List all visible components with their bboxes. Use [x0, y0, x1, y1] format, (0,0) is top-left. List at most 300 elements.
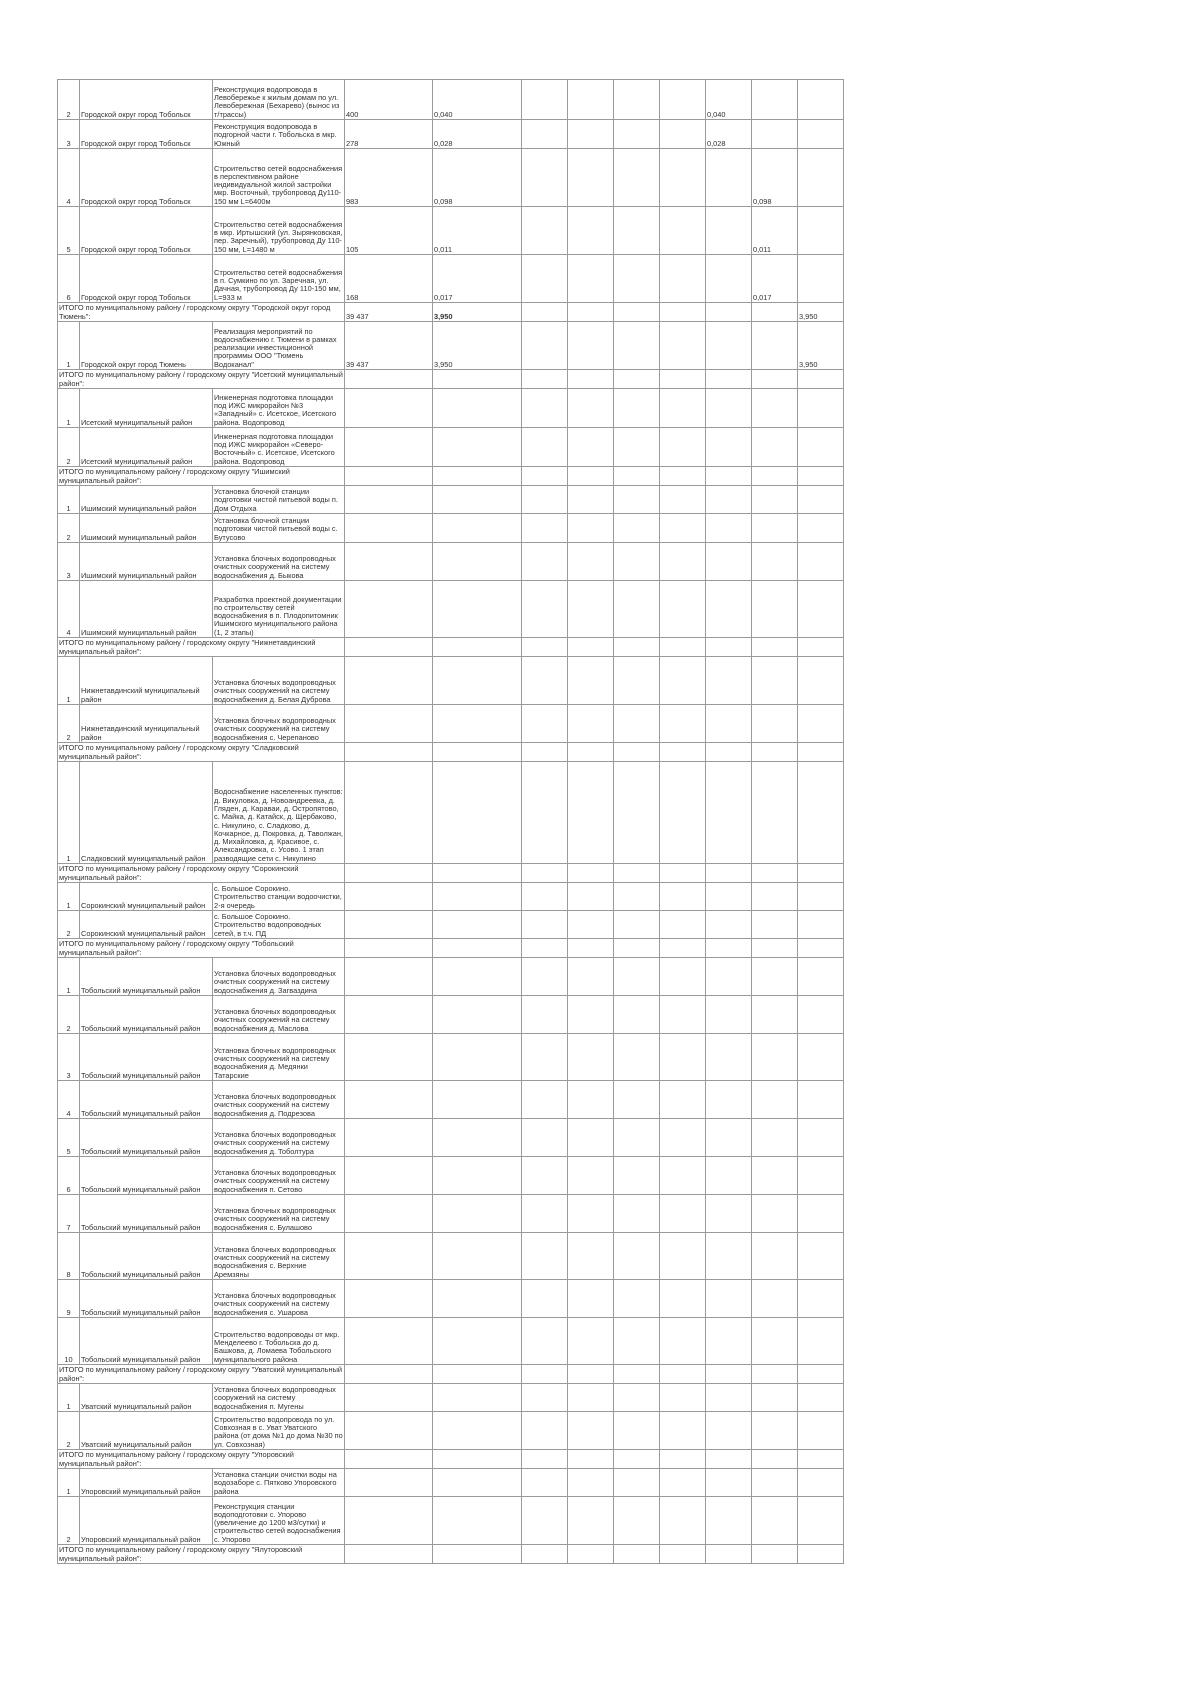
subtotal-label: ИТОГО по муниципальному району / городскому округу "Ишимский муниципальный район":: [58, 467, 345, 486]
value-cell: [706, 389, 752, 428]
municipality-name: Тобольский муниципальный район: [80, 1280, 213, 1318]
value-cell: [752, 1384, 798, 1412]
value-cell: [433, 657, 522, 705]
value-cell: [522, 120, 568, 149]
value-cell: [522, 1497, 568, 1545]
value-cell: [522, 1412, 568, 1450]
value-cell: [660, 255, 706, 303]
value-cell: 0,017: [752, 255, 798, 303]
value-cell: [706, 911, 752, 939]
subtotal-label: ИТОГО по муниципальному району / городскому округу "Тобольский муниципальный район":: [58, 939, 345, 958]
value-cell: [522, 939, 568, 958]
value-cell: [752, 303, 798, 322]
value-cell: [614, 705, 660, 743]
value-cell: [752, 1233, 798, 1280]
value-cell: [706, 1412, 752, 1450]
value-cell: [706, 149, 752, 207]
value-cell: [614, 149, 660, 207]
value-cell: [660, 80, 706, 120]
value-cell: [568, 1195, 614, 1233]
municipality-name: Тобольский муниципальный район: [80, 1318, 213, 1365]
row-number: 3: [58, 543, 80, 581]
value-cell: [660, 958, 706, 996]
value-cell: [522, 467, 568, 486]
table-row: [58, 911, 844, 939]
value-cell: [568, 1497, 614, 1545]
value-cell: [522, 428, 568, 467]
table-body: [58, 80, 844, 1564]
table-row: [58, 1280, 844, 1318]
value-cell: [614, 1412, 660, 1450]
row-number: 4: [58, 1081, 80, 1119]
row-number: 7: [58, 1195, 80, 1233]
value-cell: [798, 389, 844, 428]
municipality-name: Городской округ город Тобольск: [80, 149, 213, 207]
value-cell: [522, 911, 568, 939]
municipality-name: Сладковский муниципальный район: [80, 762, 213, 864]
subtotal-label: ИТОГО по муниципальному району / городскому округу "Упоровский муниципальный район":: [58, 1450, 345, 1469]
municipality-name: Городской округ город Тобольск: [80, 207, 213, 255]
value-cell: [614, 80, 660, 120]
value-cell: [345, 1469, 433, 1497]
project-description: Строительство водопроводы от мкр. Менделеево г. Тобольска до д. Башкова, д. Ломаева Тобольского муниципального района: [213, 1318, 345, 1365]
row-number: 1: [58, 486, 80, 514]
value-cell: [706, 1233, 752, 1280]
municipality-name: Городской округ город Тюмень: [80, 322, 213, 370]
value-cell: [345, 743, 433, 762]
value-cell: [614, 939, 660, 958]
value-cell: [614, 1280, 660, 1318]
value-cell: [798, 1034, 844, 1081]
value-cell: [660, 939, 706, 958]
value-cell: [752, 996, 798, 1034]
project-description: Строительство сетей водоснабжения в мкр. Иртышский (ул. Зырянковская, пер. Заречный), трубопровод Ду 110-150 мм, L=1480 м: [213, 207, 345, 255]
value-cell: [660, 1384, 706, 1412]
row-number: 1: [58, 883, 80, 911]
value-cell: [798, 996, 844, 1034]
row-number: 5: [58, 207, 80, 255]
value-cell: [614, 543, 660, 581]
value-cell: [345, 705, 433, 743]
subtotal-label: ИТОГО по муниципальному району / городскому округу "Уватский муниципальный район":: [58, 1365, 345, 1384]
value-cell: [614, 389, 660, 428]
value-cell: [433, 467, 522, 486]
value-cell: [614, 120, 660, 149]
project-description: Установка блочных водопроводных очистных сооружений на систему водоснабжения д. Белая Дуброва: [213, 657, 345, 705]
value-cell: [660, 1280, 706, 1318]
value-cell: [345, 514, 433, 543]
value-cell: [706, 883, 752, 911]
value-cell: [522, 1195, 568, 1233]
project-description: Установка блочных водопроводных очистных сооружений на систему водоснабжения д. Маслова: [213, 996, 345, 1034]
value-cell: [522, 1157, 568, 1195]
value-cell: [522, 1450, 568, 1469]
value-cell: [568, 1365, 614, 1384]
project-description: Инженерная подготовка площадки под ИЖС микрорайон «Северо-Восточный» с. Исетское, Исетского района. Водопровод: [213, 428, 345, 467]
value-cell: [798, 1412, 844, 1450]
value-cell: [798, 370, 844, 389]
municipality-name: Ишимский муниципальный район: [80, 581, 213, 638]
value-cell: [568, 207, 614, 255]
value-cell: [660, 1469, 706, 1497]
value-cell: [706, 638, 752, 657]
value-cell: [433, 1157, 522, 1195]
table-row: [58, 1384, 844, 1412]
table-row: [58, 1318, 844, 1365]
table-row: [58, 1195, 844, 1233]
value-cell: [614, 514, 660, 543]
value-cell: [660, 1365, 706, 1384]
value-cell: [752, 864, 798, 883]
value-cell: [752, 743, 798, 762]
value-cell: [522, 1034, 568, 1081]
row-number: 10: [58, 1318, 80, 1365]
value-cell: 0,011: [752, 207, 798, 255]
value-cell: [568, 1280, 614, 1318]
value-cell: [660, 467, 706, 486]
value-cell: [345, 1365, 433, 1384]
table-row: [58, 1497, 844, 1545]
value-cell: [798, 1280, 844, 1318]
project-description: Реконструкция водопровода в Левобережье к жилым домам по ул. Левобережная (Бехарево) (вынос из т/трассы): [213, 80, 345, 120]
value-cell: [614, 911, 660, 939]
value-cell: [752, 428, 798, 467]
municipality-name: Тобольский муниципальный район: [80, 1233, 213, 1280]
municipality-name: Уватский муниципальный район: [80, 1384, 213, 1412]
value-cell: [522, 1365, 568, 1384]
value-cell: [614, 1384, 660, 1412]
municipality-name: Ишимский муниципальный район: [80, 486, 213, 514]
row-number: 6: [58, 1157, 80, 1195]
value-cell: [522, 1081, 568, 1119]
value-cell: [706, 1545, 752, 1564]
value-cell: [522, 958, 568, 996]
value-cell: [568, 80, 614, 120]
value-cell: [345, 1233, 433, 1280]
municipality-name: Ишимский муниципальный район: [80, 543, 213, 581]
value-cell: 39 437: [345, 322, 433, 370]
project-description: Установка блочных водопроводных сооружений на систему водоснабжения п. Мугены: [213, 1384, 345, 1412]
value-cell: 3,950: [433, 303, 522, 322]
value-cell: [752, 638, 798, 657]
row-number: 1: [58, 1384, 80, 1412]
value-cell: [706, 1365, 752, 1384]
value-cell: [568, 1034, 614, 1081]
value-cell: [798, 1450, 844, 1469]
value-cell: [345, 762, 433, 864]
value-cell: [752, 80, 798, 120]
value-cell: [798, 1195, 844, 1233]
value-cell: [752, 1119, 798, 1157]
value-cell: [798, 207, 844, 255]
value-cell: [660, 1318, 706, 1365]
value-cell: 3,950: [798, 322, 844, 370]
value-cell: [568, 322, 614, 370]
value-cell: [522, 370, 568, 389]
value-cell: [614, 1450, 660, 1469]
value-cell: [660, 743, 706, 762]
value-cell: [568, 1450, 614, 1469]
value-cell: [345, 1081, 433, 1119]
project-description: Установка станции очистки воды на водозаборе с. Пятково Упоровского района: [213, 1469, 345, 1497]
value-cell: [345, 638, 433, 657]
value-cell: [706, 705, 752, 743]
value-cell: [568, 657, 614, 705]
value-cell: [433, 864, 522, 883]
value-cell: [752, 1469, 798, 1497]
value-cell: [345, 543, 433, 581]
value-cell: [345, 467, 433, 486]
subtotal-row: [58, 1545, 844, 1564]
value-cell: [752, 657, 798, 705]
value-cell: [614, 370, 660, 389]
value-cell: [614, 762, 660, 864]
value-cell: [706, 762, 752, 864]
value-cell: [433, 1195, 522, 1233]
municipality-name: Уватский муниципальный район: [80, 1412, 213, 1450]
value-cell: [614, 207, 660, 255]
value-cell: [614, 1195, 660, 1233]
value-cell: 0,028: [433, 120, 522, 149]
value-cell: [345, 911, 433, 939]
value-cell: [522, 1119, 568, 1157]
value-cell: [798, 1497, 844, 1545]
table-row: [58, 543, 844, 581]
table-row: [58, 486, 844, 514]
value-cell: [660, 638, 706, 657]
value-cell: [614, 303, 660, 322]
value-cell: [568, 911, 614, 939]
value-cell: [706, 1157, 752, 1195]
table-row: [58, 996, 844, 1034]
project-description: Установка блочных водопроводных очистных сооружений на систему водоснабжения д. Тоболтура: [213, 1119, 345, 1157]
value-cell: [798, 1318, 844, 1365]
value-cell: [614, 322, 660, 370]
subtotal-row: [58, 467, 844, 486]
value-cell: [706, 467, 752, 486]
project-description: Установка блочных водопроводных очистных сооружений на систему водоснабжения с. Верхние Аремзяны: [213, 1233, 345, 1280]
value-cell: [752, 120, 798, 149]
value-cell: [433, 1365, 522, 1384]
value-cell: [706, 657, 752, 705]
value-cell: [660, 207, 706, 255]
row-number: 2: [58, 428, 80, 467]
value-cell: [752, 939, 798, 958]
value-cell: [345, 996, 433, 1034]
value-cell: [568, 255, 614, 303]
project-description: Установка блочных водопроводных очистных сооружений на систему водоснабжения п. Сетово: [213, 1157, 345, 1195]
value-cell: [614, 1081, 660, 1119]
table-row: [58, 1233, 844, 1280]
value-cell: [614, 657, 660, 705]
value-cell: [798, 486, 844, 514]
value-cell: [614, 1545, 660, 1564]
value-cell: [752, 705, 798, 743]
value-cell: [433, 1384, 522, 1412]
value-cell: [522, 1318, 568, 1365]
value-cell: 0,017: [433, 255, 522, 303]
value-cell: [798, 638, 844, 657]
municipality-name: Тобольский муниципальный район: [80, 1034, 213, 1081]
value-cell: [706, 1497, 752, 1545]
project-description: Установка блочных водопроводных очистных сооружений на систему водоснабжения с. Булашово: [213, 1195, 345, 1233]
value-cell: [798, 743, 844, 762]
value-cell: [433, 1119, 522, 1157]
value-cell: [433, 1318, 522, 1365]
value-cell: [345, 864, 433, 883]
value-cell: [433, 486, 522, 514]
value-cell: [345, 1195, 433, 1233]
value-cell: [706, 370, 752, 389]
value-cell: [345, 958, 433, 996]
value-cell: [798, 762, 844, 864]
row-number: 2: [58, 996, 80, 1034]
value-cell: [706, 486, 752, 514]
value-cell: [660, 1545, 706, 1564]
municipality-name: Городской округ город Тобольск: [80, 255, 213, 303]
municipality-name: Нижнетавдинский муниципальный район: [80, 657, 213, 705]
value-cell: [614, 1318, 660, 1365]
value-cell: [798, 939, 844, 958]
value-cell: [433, 939, 522, 958]
value-cell: [614, 1365, 660, 1384]
value-cell: [798, 883, 844, 911]
value-cell: [568, 428, 614, 467]
value-cell: [706, 207, 752, 255]
project-description: Строительство сетей водоснабжения в п. Сумкино по ул. Заречная, ул. Дачная, трубопровод Ду 110-150 мм, L=933 м: [213, 255, 345, 303]
value-cell: [660, 762, 706, 864]
value-cell: [798, 911, 844, 939]
subtotal-row: [58, 939, 844, 958]
municipality-name: Упоровский муниципальный район: [80, 1497, 213, 1545]
value-cell: [568, 514, 614, 543]
table-row: [58, 255, 844, 303]
value-cell: [433, 1497, 522, 1545]
value-cell: [345, 581, 433, 638]
value-cell: [433, 370, 522, 389]
project-description: Строительство сетей водоснабжения в перспективном районе индивидуальной жилой застройки мкр. Восточный, трубопровод Ду110-150 мм L=6400м: [213, 149, 345, 207]
value-cell: [660, 883, 706, 911]
value-cell: [433, 1469, 522, 1497]
subtotal-row: [58, 743, 844, 762]
value-cell: [433, 1280, 522, 1318]
value-cell: [706, 743, 752, 762]
value-cell: [433, 1034, 522, 1081]
row-number: 3: [58, 120, 80, 149]
value-cell: [614, 486, 660, 514]
value-cell: [752, 1450, 798, 1469]
value-cell: [706, 996, 752, 1034]
value-cell: [798, 80, 844, 120]
project-description: Установка блочных водопроводных очистных сооружений на систему водоснабжения д. Подрезова: [213, 1081, 345, 1119]
row-number: 1: [58, 657, 80, 705]
municipality-name: Городской округ город Тобольск: [80, 120, 213, 149]
value-cell: [568, 1119, 614, 1157]
value-cell: [752, 1157, 798, 1195]
value-cell: [614, 1034, 660, 1081]
subtotal-row: [58, 864, 844, 883]
value-cell: [568, 120, 614, 149]
municipality-name: Ишимский муниципальный район: [80, 514, 213, 543]
value-cell: [568, 389, 614, 428]
value-cell: [433, 514, 522, 543]
project-description: Установка блочных водопроводных очистных сооружений на систему водоснабжения с. Черепаново: [213, 705, 345, 743]
row-number: 4: [58, 581, 80, 638]
municipality-name: Тобольский муниципальный район: [80, 1081, 213, 1119]
value-cell: [752, 581, 798, 638]
value-cell: [522, 864, 568, 883]
row-number: 1: [58, 762, 80, 864]
municipality-name: Тобольский муниципальный район: [80, 996, 213, 1034]
value-cell: [522, 743, 568, 762]
value-cell: [752, 467, 798, 486]
value-cell: [568, 1081, 614, 1119]
value-cell: [522, 883, 568, 911]
value-cell: [614, 638, 660, 657]
row-number: 2: [58, 705, 80, 743]
value-cell: [433, 428, 522, 467]
value-cell: [433, 543, 522, 581]
municipality-name: Упоровский муниципальный район: [80, 1469, 213, 1497]
table-row: [58, 80, 844, 120]
value-cell: [345, 1450, 433, 1469]
table-row: [58, 428, 844, 467]
value-cell: [614, 255, 660, 303]
value-cell: [660, 1497, 706, 1545]
row-number: 2: [58, 1412, 80, 1450]
value-cell: [614, 864, 660, 883]
value-cell: [345, 428, 433, 467]
value-cell: 0,040: [433, 80, 522, 120]
value-cell: [660, 428, 706, 467]
value-cell: [706, 255, 752, 303]
project-description: Установка блочных водопроводных очистных сооружений на систему водоснабжения д. Загваздина: [213, 958, 345, 996]
value-cell: [660, 149, 706, 207]
value-cell: [433, 1233, 522, 1280]
row-number: 8: [58, 1233, 80, 1280]
value-cell: [752, 322, 798, 370]
value-cell: [568, 958, 614, 996]
value-cell: [568, 1233, 614, 1280]
value-cell: [522, 1545, 568, 1564]
value-cell: [433, 1412, 522, 1450]
table-row: [58, 1469, 844, 1497]
value-cell: [345, 486, 433, 514]
value-cell: [798, 1233, 844, 1280]
value-cell: [798, 1081, 844, 1119]
subtotal-row: [58, 1450, 844, 1469]
value-cell: [660, 322, 706, 370]
value-cell: 0,028: [706, 120, 752, 149]
value-cell: [798, 705, 844, 743]
value-cell: [706, 1081, 752, 1119]
municipality-name: Нижнетавдинский муниципальный район: [80, 705, 213, 743]
value-cell: [660, 911, 706, 939]
value-cell: [752, 958, 798, 996]
value-cell: [798, 1384, 844, 1412]
value-cell: [706, 1384, 752, 1412]
value-cell: [345, 1157, 433, 1195]
table-row: [58, 1081, 844, 1119]
value-cell: 168: [345, 255, 433, 303]
value-cell: [798, 958, 844, 996]
value-cell: [660, 1450, 706, 1469]
value-cell: [706, 1195, 752, 1233]
value-cell: [568, 996, 614, 1034]
value-cell: [568, 939, 614, 958]
municipality-name: Городской округ город Тобольск: [80, 80, 213, 120]
value-cell: [798, 428, 844, 467]
